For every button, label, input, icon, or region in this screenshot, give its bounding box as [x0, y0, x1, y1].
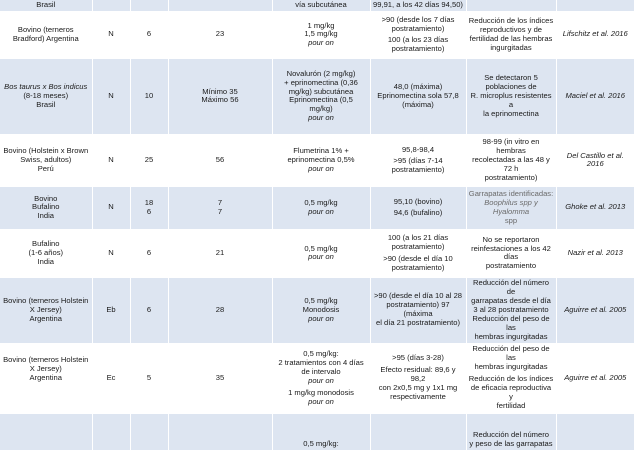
days-cell: 7 7	[168, 186, 272, 229]
reference-cell: Aguirre et al. 2005	[556, 277, 634, 343]
design-cell: Eb	[92, 277, 130, 343]
table-row	[0, 186, 634, 229]
design-cell: N	[92, 58, 130, 134]
days-cell: 28	[168, 277, 272, 343]
design-cell: N	[92, 11, 130, 58]
reference-cell: Del Castillo et al. 2016	[556, 134, 634, 186]
days-cell: 23	[168, 11, 272, 58]
days-cell	[168, 0, 272, 11]
species-cell: Bovino (terneros Holstein X Jersey) Argentina	[0, 277, 92, 343]
species-cell: Bos taurus x Bos indicus (8-18 meses) Brasil	[0, 58, 92, 134]
days-cell: 21	[168, 229, 272, 277]
days-cell: Mínimo 35 Máximo 56	[168, 58, 272, 134]
treatment-cell: 0,5 mg/kg:	[272, 413, 370, 450]
table-row	[0, 11, 634, 58]
observation-cell: Reducción del número y peso de las garrapatas	[466, 413, 556, 450]
observation-cell: Garrapatas identificadas: Boophilus spp y Hyalomma spp	[466, 186, 556, 229]
reference-cell	[556, 0, 634, 11]
design-cell	[92, 0, 130, 11]
table-row	[0, 0, 634, 11]
treatment-cell: 0,5 mg/kg pour on	[272, 229, 370, 277]
efficacy-cell: 95,10 (bovino) 94,6 (bufalino)	[370, 186, 466, 229]
count-cell: 10	[130, 58, 168, 134]
design-cell: N	[92, 186, 130, 229]
count-cell: 6	[130, 229, 168, 277]
treatment-cell: 0,5 mg/kg Monodosis pour on	[272, 277, 370, 343]
reference-cell: Maciel et al. 2016	[556, 58, 634, 134]
efficacy-cell: >90 (desde el día 10 al 28 postratamiento) 97 (máxima el día 21 postratamiento)	[370, 277, 466, 343]
table-row	[0, 229, 634, 277]
table-row	[0, 277, 634, 343]
observation-cell: Reducción de los índices reproductivos y de fertilidad de las hembras ingurgitadas	[466, 11, 556, 58]
efficacy-cell: >95 (días 3-28) Efecto residual: 89,6 y 98,2 con 2x0,5 mg y 1x1 mg respectivamente	[370, 343, 466, 413]
count-cell	[130, 0, 168, 11]
efficacy-cell: >90 (desde los 7 días postratamiento) 100 (a los 23 días postratamiento)	[370, 11, 466, 58]
efficacy-cell: 48,0 (máxima) Eprinomectina sola 57,8 (máxima)	[370, 58, 466, 134]
count-cell: 25	[130, 134, 168, 186]
days-cell: 35	[168, 343, 272, 413]
design-cell	[92, 413, 130, 450]
count-cell: 6	[130, 11, 168, 58]
species-cell: Bovino (terneros Bradford) Argentina	[0, 11, 92, 58]
observation-cell: Se detectaron 5 poblaciones de R. microplus resistentes a la eprinomectina	[466, 58, 556, 134]
design-cell: N	[92, 229, 130, 277]
treatment-cell: 0,5 mg/kg: 2 tratamientos con 4 días de intervalo pour on 1 mg/kg monodosis pour on	[272, 343, 370, 413]
efficacy-cell: 99,91, a los 42 días 94,50)	[370, 0, 466, 11]
table-row	[0, 58, 634, 134]
days-cell	[168, 413, 272, 450]
table-row	[0, 343, 634, 413]
species-cell: Brasil	[0, 0, 92, 11]
reference-cell	[556, 413, 634, 450]
observation-cell	[466, 0, 556, 11]
count-cell: 6	[130, 277, 168, 343]
species-cell: Bufalino (1-6 años) India	[0, 229, 92, 277]
reference-cell: Nazir et al. 2013	[556, 229, 634, 277]
species-cell: Bovino (Holstein x Brown Swiss, adultos) Perú	[0, 134, 92, 186]
days-cell: 56	[168, 134, 272, 186]
species-cell: Bovino (terneros Holstein X Jersey) Argentina	[0, 343, 92, 413]
species-cell	[0, 413, 92, 450]
count-cell: 18 6	[130, 186, 168, 229]
treatment-cell: 0,5 mg/kg pour on	[272, 186, 370, 229]
treatment-cell: Novalurón (2 mg/kg) + eprinomectina (0,36 mg/kg) subcutánea Eprinomectina (0,5 mg/kg) pour on	[272, 58, 370, 134]
treatment-cell: vía subcutánea	[272, 0, 370, 11]
table-row	[0, 134, 634, 186]
observation-cell: No se reportaron reinfestaciones a los 42 días postratamiento	[466, 229, 556, 277]
efficacy-cell: 95,8-98,4 >95 (días 7-14 postratamiento)	[370, 134, 466, 186]
count-cell: 5	[130, 343, 168, 413]
treatment-cell: Flumetrina 1% + eprinomectina 0,5% pour on	[272, 134, 370, 186]
reference-cell: Lifschitz et al. 2016	[556, 11, 634, 58]
design-cell: N	[92, 134, 130, 186]
treatment-cell: 1 mg/kg 1,5 mg/kg pour on	[272, 11, 370, 58]
efficacy-cell: 100 (a los 21 días postratamiento) >90 (desde el día 10 postratamiento)	[370, 229, 466, 277]
count-cell	[130, 413, 168, 450]
efficacy-cell	[370, 413, 466, 450]
table-row	[0, 413, 634, 450]
observation-cell: 98-99 (in vitro en hembras recolectadas a las 48 y 72 h postratamiento)	[466, 134, 556, 186]
observation-cell: Reducción del peso de las hembras ingurgitadas Reducción de los índices de eficacia reproductiva y fertilidad	[466, 343, 556, 413]
species-cell: Bovino Bufalino India	[0, 186, 92, 229]
reference-cell: Aguirre et al. 2005	[556, 343, 634, 413]
reference-cell: Ghoke et al. 2013	[556, 186, 634, 229]
observation-cell: Reducción del número de garrapatas desde el día 3 al 28 postratamiento Reducción del peso de las hembras ingurgitadas	[466, 277, 556, 343]
design-cell: Ec	[92, 343, 130, 413]
